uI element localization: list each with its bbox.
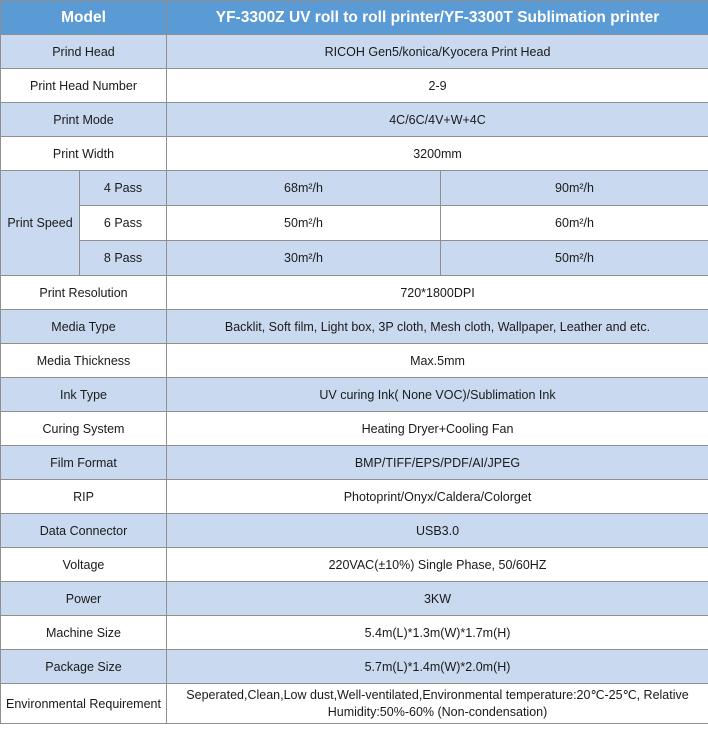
print-speed-row	[1, 241, 708, 276]
model-value: YF-3300Z UV roll to roll printer/YF-3300T Sublimation printer	[167, 1, 708, 35]
spec-row	[1, 616, 708, 650]
spec-row	[1, 310, 708, 344]
spec-row	[1, 378, 708, 412]
spec-value: 5.4m(L)*1.3m(W)*1.7m(H)	[167, 616, 708, 650]
print-speed-label: Print Speed	[1, 171, 80, 276]
spec-row	[1, 548, 708, 582]
spec-value: USB3.0	[167, 514, 708, 548]
spec-value: BMP/TIFF/EPS/PDF/AI/JPEG	[167, 446, 708, 480]
pass-label: 4 Pass	[80, 171, 167, 206]
print-speed-row	[1, 206, 708, 241]
spec-label: Print Width	[1, 137, 167, 171]
spec-label: RIP	[1, 480, 167, 514]
spec-value: 3200mm	[167, 137, 708, 171]
spec-value: 4C/6C/4V+W+4C	[167, 103, 708, 137]
print-speed-row	[1, 171, 708, 206]
spec-row	[1, 344, 708, 378]
spec-row	[1, 582, 708, 616]
spec-value: Heating Dryer+Cooling Fan	[167, 412, 708, 446]
spec-value: 5.7m(L)*1.4m(W)*2.0m(H)	[167, 650, 708, 684]
spec-label: Data Connector	[1, 514, 167, 548]
speed-value-a: 50m²/h	[167, 206, 441, 241]
spec-value: 220VAC(±10%) Single Phase, 50/60HZ	[167, 548, 708, 582]
spec-value: Backlit, Soft film, Light box, 3P cloth, Mesh cloth, Wallpaper, Leather and etc.	[167, 310, 708, 344]
environment-row	[1, 684, 708, 724]
spec-label: Media Type	[1, 310, 167, 344]
spec-label: Print Head Number	[1, 69, 167, 103]
spec-value: UV curing Ink( None VOC)/Sublimation Ink	[167, 378, 708, 412]
speed-value-b: 60m²/h	[441, 206, 708, 241]
spec-value: Photoprint/Onyx/Caldera/Colorget	[167, 480, 708, 514]
model-label: Model	[1, 1, 167, 35]
speed-value-a: 68m²/h	[167, 171, 441, 206]
spec-label: Curing System	[1, 412, 167, 446]
spec-label: Prind Head	[1, 35, 167, 69]
spec-value: RICOH Gen5/konica/Kyocera Print Head	[167, 35, 708, 69]
spec-row	[1, 412, 708, 446]
spec-label: Print Mode	[1, 103, 167, 137]
speed-value-b: 90m²/h	[441, 171, 708, 206]
spec-value: 3KW	[167, 582, 708, 616]
spec-row	[1, 650, 708, 684]
spec-value: 2-9	[167, 69, 708, 103]
spec-row	[1, 276, 708, 310]
spec-row	[1, 480, 708, 514]
spec-row	[1, 514, 708, 548]
spec-row	[1, 446, 708, 480]
spec-label: Media Thickness	[1, 344, 167, 378]
spec-row	[1, 137, 708, 171]
pass-label: 6 Pass	[80, 206, 167, 241]
pass-label: 8 Pass	[80, 241, 167, 276]
speed-value-b: 50m²/h	[441, 241, 708, 276]
spec-label: Film Format	[1, 446, 167, 480]
environment-value: Seperated,Clean,Low dust,Well-ventilated,Environmental temperature:20℃-25℃, Relative Humidity:50%-60% (Non-condensation)	[167, 684, 708, 724]
spec-row	[1, 69, 708, 103]
spec-label: Package Size	[1, 650, 167, 684]
spec-label: Ink Type	[1, 378, 167, 412]
spec-label: Machine Size	[1, 616, 167, 650]
spec-value: Max.5mm	[167, 344, 708, 378]
spec-label: Print Resolution	[1, 276, 167, 310]
speed-value-a: 30m²/h	[167, 241, 441, 276]
spec-row	[1, 35, 708, 69]
environment-label: Environmental Requirement	[1, 684, 167, 724]
header-row	[1, 1, 708, 35]
spec-row	[1, 103, 708, 137]
spec-value: 720*1800DPI	[167, 276, 708, 310]
spec-label: Voltage	[1, 548, 167, 582]
spec-label: Power	[1, 582, 167, 616]
